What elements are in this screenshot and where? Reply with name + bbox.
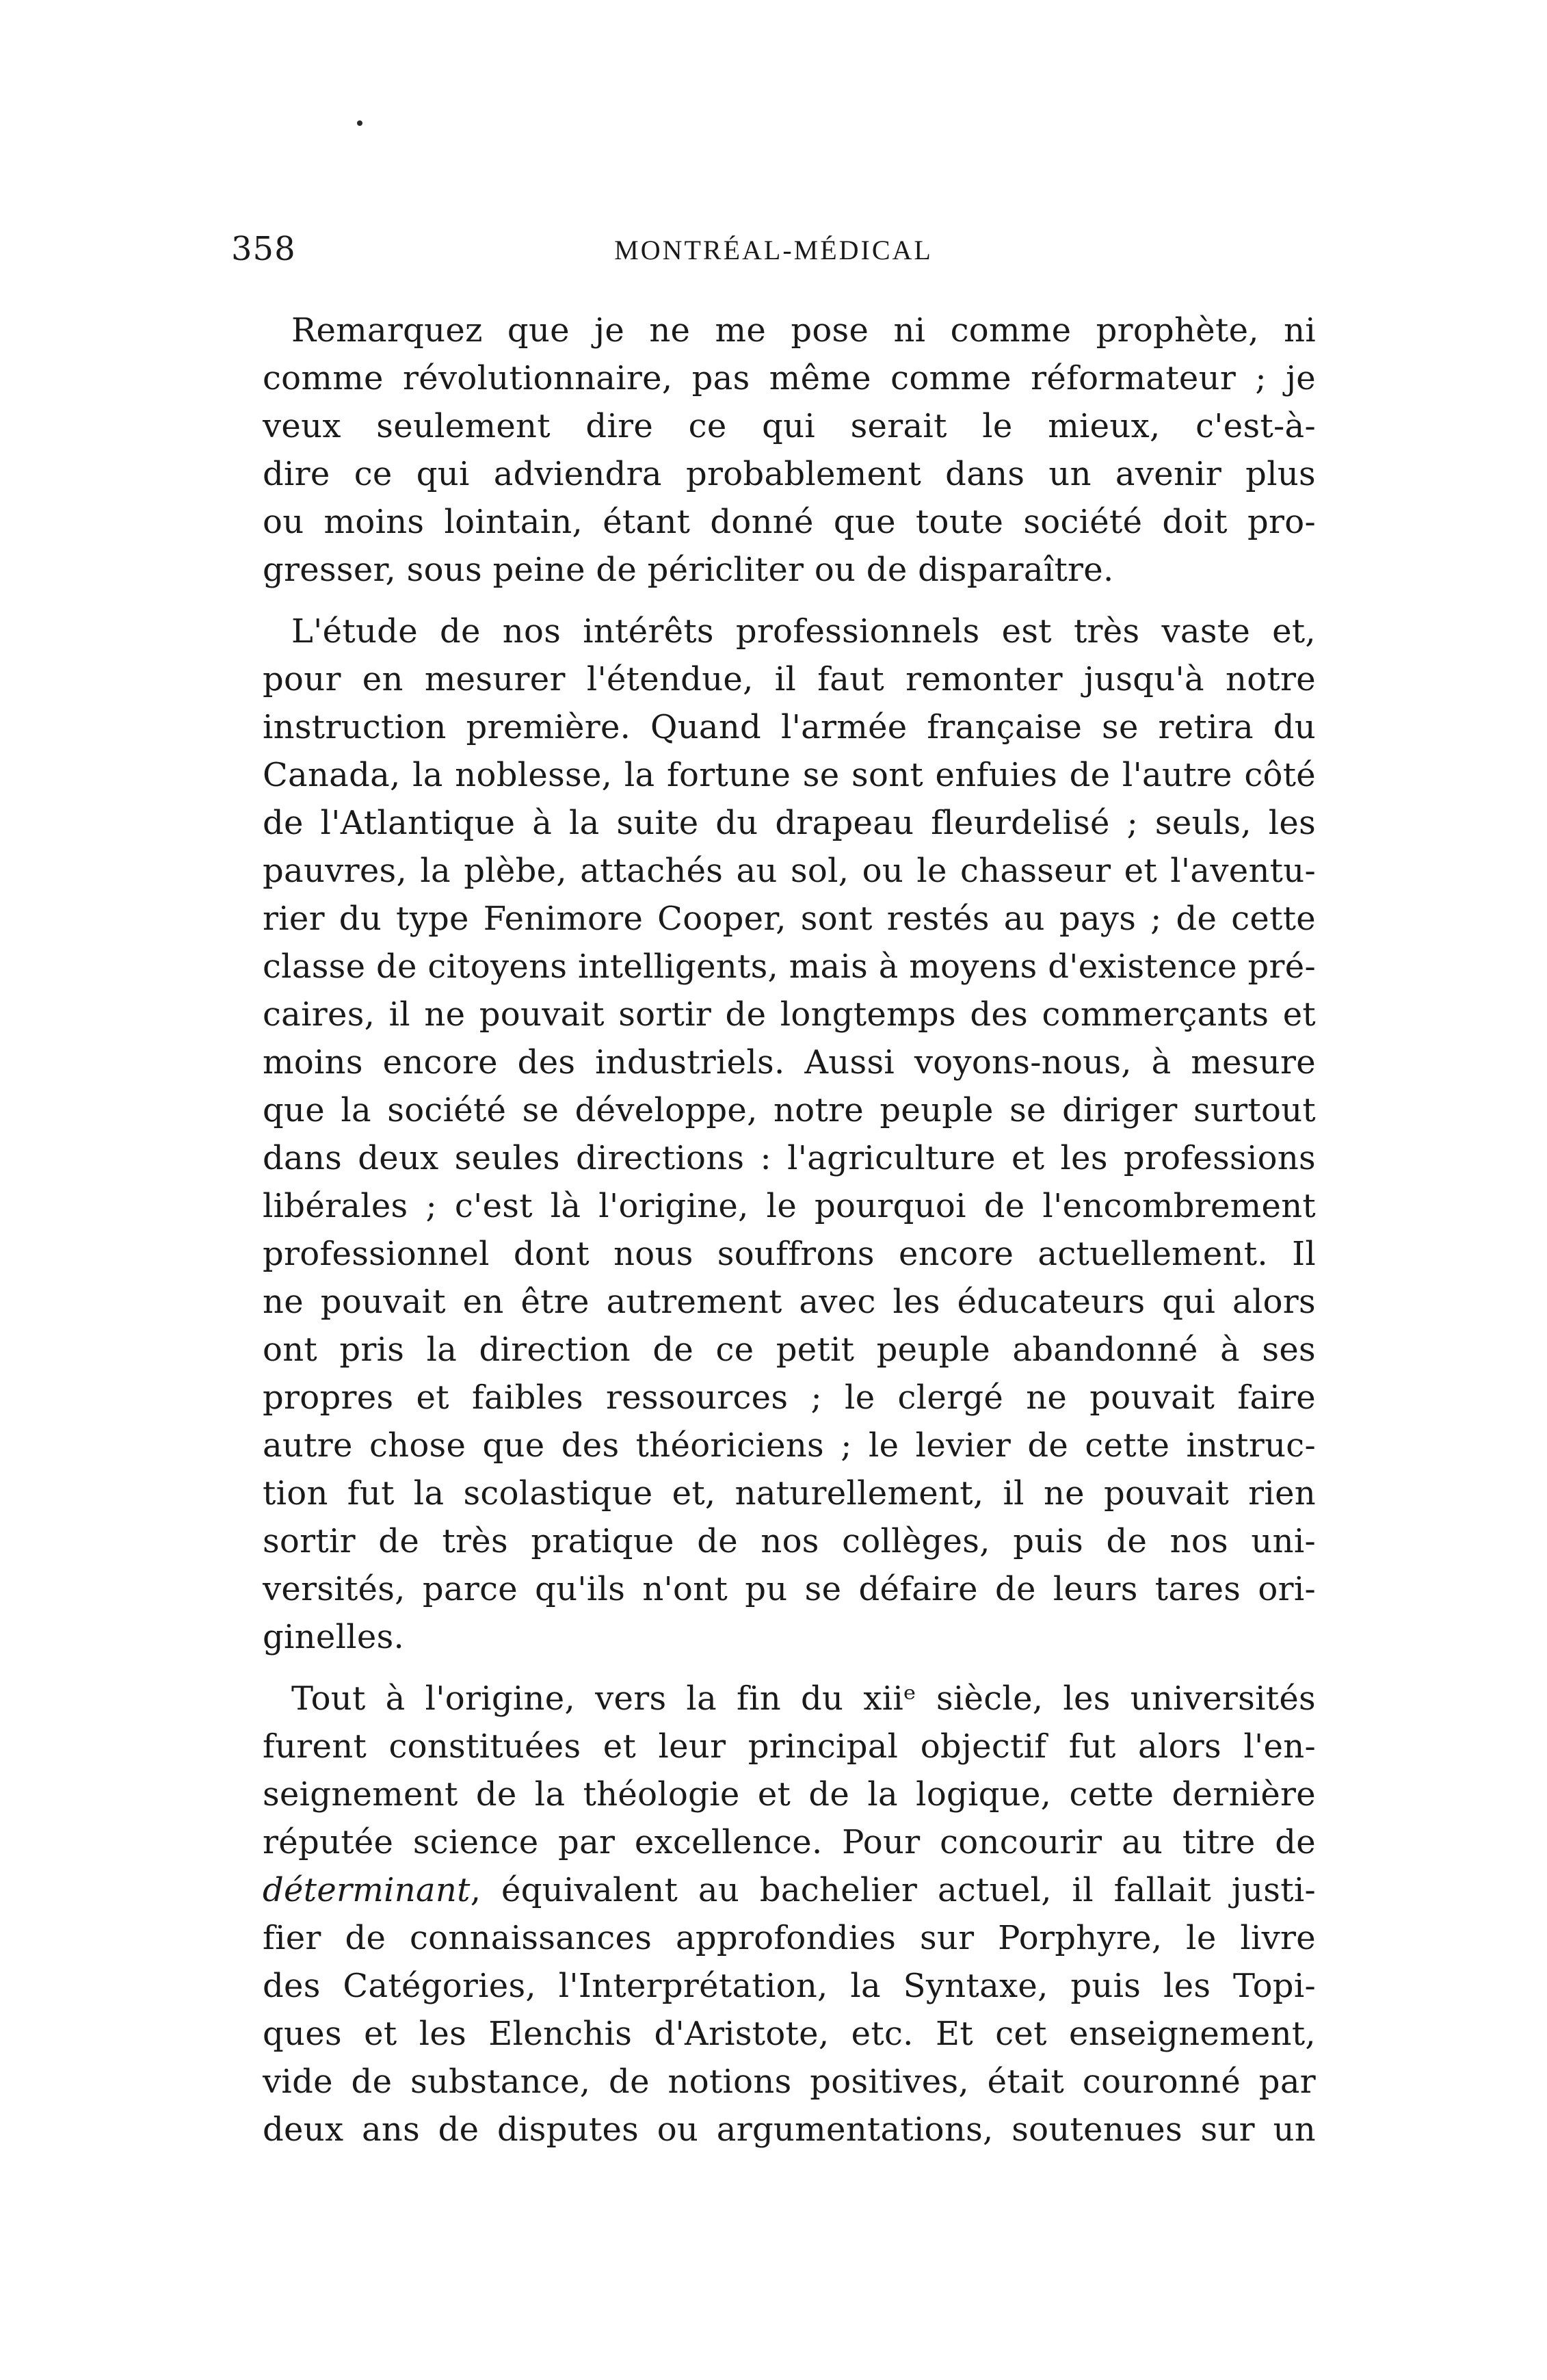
text-line: professionnel dont nous souffrons encore actuellement. Il	[263, 1235, 1316, 1273]
text-line: fier de connaissances approfondies sur Porphyre, le livre	[263, 1919, 1316, 1957]
text-line: rier du type Fenimore Cooper, sont restés au pays ; de cette	[263, 900, 1316, 938]
paragraph-3	[234, 1675, 1316, 2154]
italic-term: déterminant	[263, 1871, 471, 1909]
text-line: Canada, la noblesse, la fortune se sont enfuies de l'autre côté	[263, 756, 1316, 794]
text-line: des Catégories, l'Interprétation, la Syntaxe, puis les Topi-	[263, 1967, 1316, 2005]
text-line: pour en mesurer l'étendue, il faut remonter jusqu'à notre	[263, 660, 1316, 698]
text-line: de l'Atlantique à la suite du drapeau fleurdelisé ; seuls, les	[263, 804, 1316, 842]
print-speck	[357, 120, 362, 126]
text-line: Tout à l'origine, vers la fin du xiiᵉ siècle, les universités	[291, 1679, 1316, 1718]
text-line: autre chose que des théoriciens ; le levier de cette instruc-	[263, 1426, 1316, 1465]
text-line: caires, il ne pouvait sortir de longtemps des commerçants et	[263, 995, 1316, 1034]
text-line: pauvres, la plèbe, attachés au sol, ou le chasseur et l'aventu-	[263, 852, 1316, 890]
text-line: Remarquez que je ne me pose ni comme prophète, ni	[291, 311, 1316, 350]
page-header	[231, 230, 1316, 271]
text-line: seignement de la théologie et de la logique, cette dernière	[263, 1775, 1316, 1814]
text-line: dire ce qui adviendra probablement dans un avenir plus	[263, 455, 1316, 493]
page-number: 358	[231, 230, 296, 268]
text-line: vide de substance, de notions positives, était couronné par	[263, 2063, 1316, 2101]
text-line: comme révolutionnaire, pas même comme réformateur ; je	[263, 359, 1316, 397]
text-line: gresser, sous peine de péricliter ou de disparaître.	[263, 551, 1114, 589]
paragraph-1	[234, 306, 1316, 594]
text-line: tion fut la scolastique et, naturellement, il ne pouvait rien	[263, 1474, 1316, 1513]
text-line: L'étude de nos intérêts professionnels est très vaste et,	[291, 612, 1316, 651]
text-line: ne pouvait en être autrement avec les éducateurs qui alors	[263, 1283, 1316, 1321]
text-line: que la société se développe, notre peuple se diriger surtout	[263, 1091, 1316, 1129]
text-line: ques et les Elenchis d'Aristote, etc. Et cet enseignement,	[263, 2015, 1316, 2053]
text-line: instruction première. Quand l'armée française se retira du	[263, 708, 1316, 746]
text-line: deux ans de disputes ou argumentations, soutenues sur un	[263, 2110, 1316, 2149]
text-line: libérales ; c'est là l'origine, le pourquoi de l'encombrement	[263, 1187, 1316, 1225]
body-text	[234, 306, 1316, 2167]
text-line: sortir de très pratique de nos collèges, puis de nos uni-	[263, 1522, 1316, 1560]
paragraph-2	[234, 607, 1316, 1661]
text-line: dans deux seules directions : l'agriculture et les professions	[263, 1139, 1316, 1177]
text-line: furent constituées et leur principal objectif fut alors l'en-	[263, 1727, 1316, 1766]
text-line: propres et faibles ressources ; le clergé ne pouvait faire	[263, 1378, 1316, 1417]
text-line: ont pris la direction de ce petit peuple abandonné à ses	[263, 1331, 1316, 1369]
running-title: MONTRÉAL-MÉDICAL	[614, 235, 933, 265]
text-line: classe de citoyens intelligents, mais à moyens d'existence pré-	[263, 947, 1316, 986]
text-line: ou moins lointain, étant donné que toute société doit pro-	[263, 503, 1316, 541]
text-line: déterminant, équivalent au bachelier actuel, il fallait justi-	[263, 1871, 1316, 1909]
text-line: moins encore des industriels. Aussi voyons-nous, à mesure	[263, 1043, 1316, 1082]
text-line: réputée science par excellence. Pour concourir au titre de	[263, 1823, 1316, 1861]
text-line: ginelles.	[263, 1618, 405, 1656]
text-line: versités, parce qu'ils n'ont pu se défaire de leurs tares ori-	[263, 1570, 1316, 1608]
text-line: veux seulement dire ce qui serait le mieux, c'est-à-	[263, 407, 1316, 445]
